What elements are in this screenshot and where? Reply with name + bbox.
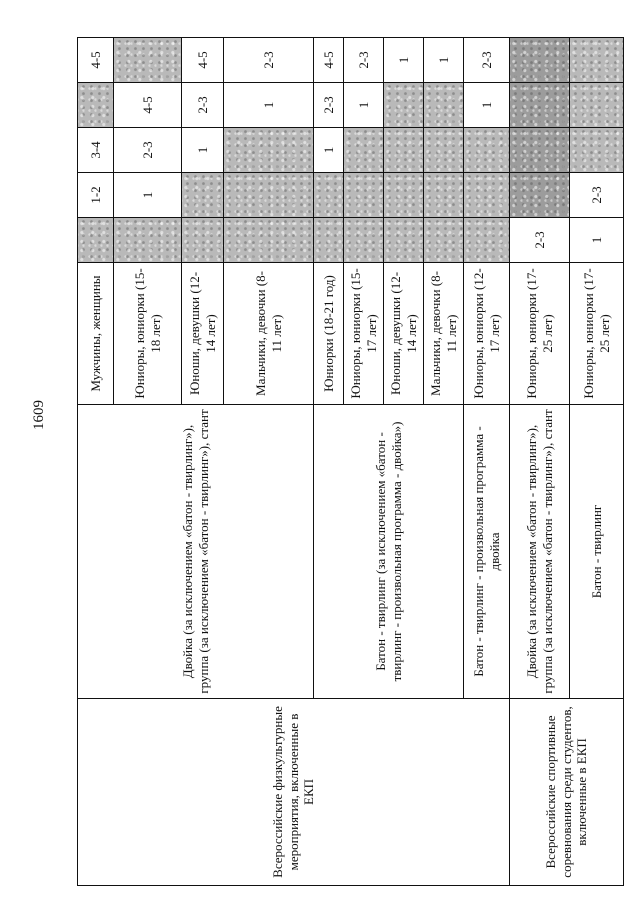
rotated-table-container <box>77 38 612 886</box>
value-cell: 2-3 <box>510 218 570 263</box>
shaded-cell <box>114 38 182 83</box>
value-cell: 1 <box>314 128 344 173</box>
level-cell: Всероссийские физкультурные мероприятия, включенные в ЕКП <box>78 699 510 886</box>
value-cell: 1 <box>182 128 224 173</box>
shaded-cell <box>570 38 624 83</box>
age-cell: Юниорки (18-21 год) <box>314 263 344 405</box>
page-number: 1609 <box>31 400 47 430</box>
shaded-cell <box>384 83 424 128</box>
shaded-cell <box>224 218 314 263</box>
shaded-cell <box>464 128 510 173</box>
shaded-cell <box>314 218 344 263</box>
age-cell: Мужчины, женщины <box>78 263 114 405</box>
shaded-cell <box>78 218 114 263</box>
value-cell: 3-4 <box>78 128 114 173</box>
table-row <box>78 38 114 886</box>
value-cell: 1 <box>114 173 182 218</box>
shaded-cell <box>570 128 624 173</box>
value-cell: 2-3 <box>344 38 384 83</box>
value-cell: 2-3 <box>114 128 182 173</box>
value-cell: 4-5 <box>78 38 114 83</box>
age-cell: Мальчики, девочки (8-11 лет) <box>224 263 314 405</box>
shaded-cell <box>314 173 344 218</box>
value-cell: 4-5 <box>182 38 224 83</box>
discipline-cell: Батон - твирлинг <box>570 405 624 699</box>
shaded-cell <box>224 173 314 218</box>
shaded-cell <box>424 173 464 218</box>
table-frame <box>77 38 612 886</box>
shaded-cell <box>424 83 464 128</box>
discipline-cell: Батон - твирлинг (за исключением «батон - твирлинг - произвольная программа - двойка») <box>314 405 464 699</box>
value-cell: 1 <box>570 218 624 263</box>
shaded-cell <box>570 83 624 128</box>
shaded-cell <box>384 173 424 218</box>
table-row <box>510 38 570 886</box>
value-cell: 2-3 <box>182 83 224 128</box>
ranking-table <box>77 37 624 886</box>
age-cell: Юниоры, юниорки (17-25 лет) <box>570 263 624 405</box>
discipline-cell: Батон - твирлинг - произвольная программа - двойка <box>464 405 510 699</box>
value-cell: 4-5 <box>114 83 182 128</box>
shaded-cell <box>344 218 384 263</box>
shaded-cell <box>424 218 464 263</box>
shaded-cell <box>182 173 224 218</box>
shaded-cell <box>424 128 464 173</box>
shaded-cell <box>384 128 424 173</box>
shaded-cell <box>114 218 182 263</box>
discipline-cell: Двойка (за исключением «батон - твирлинг»), группа (за исключением «батон - твирлинг»), стант <box>78 405 314 699</box>
shaded-cell <box>510 128 570 173</box>
value-cell: 2-3 <box>224 38 314 83</box>
age-cell: Юниоры, юниорки (12-17 лет) <box>464 263 510 405</box>
value-cell: 2-3 <box>314 83 344 128</box>
age-cell: Юноши, девушки (12-14 лет) <box>182 263 224 405</box>
age-cell: Юноши, девушки (12-14 лет) <box>384 263 424 405</box>
level-cell: Всероссийские спортивные соревнования среди студентов, включенные в ЕКП <box>510 699 624 886</box>
shaded-cell <box>464 218 510 263</box>
shaded-cell <box>464 173 510 218</box>
age-cell: Юниоры, юниорки (15-18 лет) <box>114 263 182 405</box>
value-cell: 2-3 <box>464 38 510 83</box>
age-cell: Мальчики, девочки (8-11 лет) <box>424 263 464 405</box>
shaded-cell <box>344 173 384 218</box>
shaded-cell <box>224 128 314 173</box>
value-cell: 1 <box>224 83 314 128</box>
shaded-cell <box>510 173 570 218</box>
shaded-cell <box>384 218 424 263</box>
shaded-cell <box>510 38 570 83</box>
shaded-cell <box>510 83 570 128</box>
value-cell: 4-5 <box>314 38 344 83</box>
value-cell: 1 <box>344 83 384 128</box>
shaded-cell <box>78 83 114 128</box>
value-cell: 1-2 <box>78 173 114 218</box>
shaded-cell <box>344 128 384 173</box>
value-cell: 1 <box>424 38 464 83</box>
value-cell: 1 <box>464 83 510 128</box>
discipline-cell: Двойка (за исключением «батон - твирлинг»), группа (за исключением «батон - твирлинг»), стант <box>510 405 570 699</box>
value-cell: 2-3 <box>570 173 624 218</box>
age-cell: Юниоры, юниорки (17-25 лет) <box>510 263 570 405</box>
age-cell: Юниоры, юниорки (15-17 лет) <box>344 263 384 405</box>
shaded-cell <box>182 218 224 263</box>
value-cell: 1 <box>384 38 424 83</box>
